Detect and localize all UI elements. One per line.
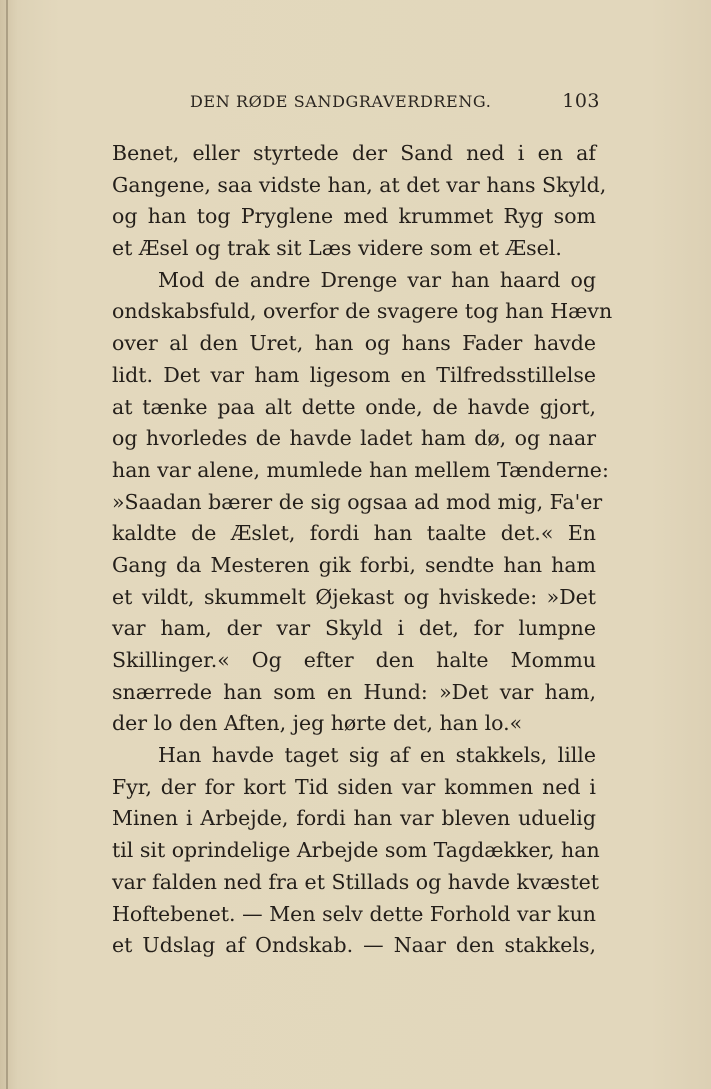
text-line: der lo den Aften, jeg hørte det, han lo.« <box>112 711 523 736</box>
text-line: Han havde taget sig af en stakkels, lille <box>158 743 596 768</box>
text-line: var falden ned fra et Stillads og havde kvæstet <box>112 869 599 894</box>
text-line: Skillinger.« Og efter den halte Mommu <box>112 648 596 672</box>
text-line: Benet, eller styrtede der Sand ned i en af <box>112 141 596 165</box>
text-line: Mod de andre Drenge var han haard og <box>158 267 596 292</box>
text-line: lidt. Det var ham ligesom en Tilfredsstillelse <box>112 362 596 387</box>
text-line: at tænke paa alt dette onde, de havde gjort, <box>112 394 596 419</box>
text-line: til sit oprindelige Arbejde som Tagdækker, han <box>112 838 600 863</box>
page-edge-line <box>6 0 8 1089</box>
page-number: 103 <box>562 90 600 112</box>
text-line: ondskabsfuld, overfor de svagere tog han Hævn <box>112 299 613 324</box>
text-line: var ham, der var Skyld i det, for lumpne <box>112 616 596 641</box>
text-line: Minen i Arbejde, fordi han var bleven uduelig <box>112 806 596 831</box>
text-line: snærrede han som en Hund: »Det var ham, <box>112 679 596 704</box>
text-line: Gang da Mesteren gik forbi, sendte han ham <box>112 552 596 577</box>
running-header-title: DEN RØDE SANDGRAVERDRENG. <box>190 92 492 111</box>
running-header <box>190 90 600 116</box>
text-line: Fyr, der for kort Tid siden var kommen ned i <box>112 774 596 799</box>
text-line: kaldte de Æslet, fordi han taalte det.« En <box>112 521 596 546</box>
text-line: han var alene, mumlede han mellem Tænderne: <box>112 457 609 482</box>
text-line: et Æsel og trak sit Læs videre som et Æsel. <box>112 236 562 261</box>
text-line: et Udslag af Ondskab. — Naar den stakkels, <box>112 933 596 958</box>
text-line: over al den Uret, han og hans Fader havde <box>112 331 596 356</box>
text-line: et vildt, skummelt Øjekast og hviskede: »Det <box>112 584 596 609</box>
body-text <box>112 138 613 962</box>
text-line: »Saadan bærer de sig ogsaa ad mod mig, Fa'er <box>112 489 603 514</box>
text-line: og han tog Pryglene med krummet Ryg som <box>112 204 596 229</box>
text-line: Gangene, saa vidste han, at det var hans Skyld, <box>112 172 607 197</box>
text-line: Hoftebenet. — Men selv dette Forhold var kun <box>112 901 596 926</box>
text-line: og hvorledes de havde ladet ham dø, og naar <box>112 426 596 451</box>
